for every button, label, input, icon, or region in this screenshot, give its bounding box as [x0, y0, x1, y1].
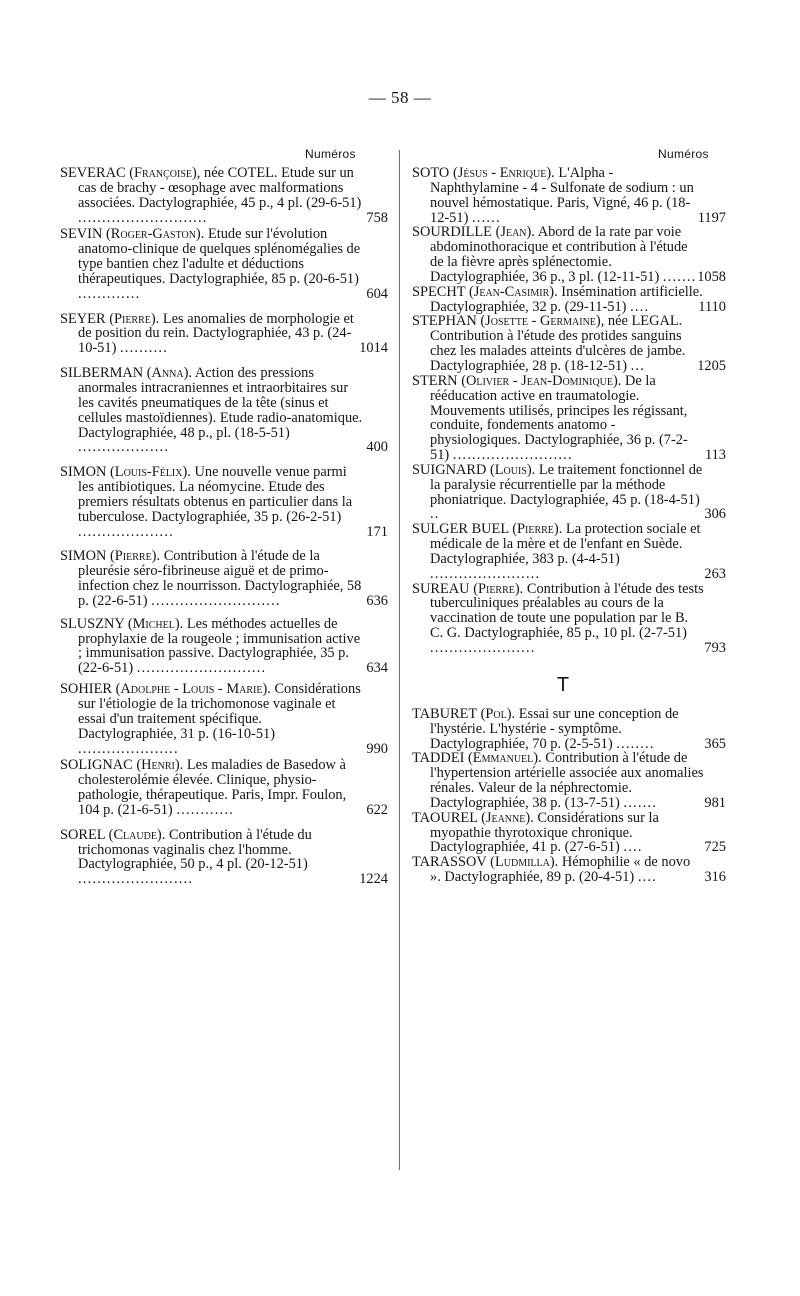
entry-number: 1110 [698, 298, 726, 315]
entry-leader-dots: ....... [662, 268, 697, 285]
entry-given-name: (Jésus - Enrique). [452, 165, 555, 181]
entry-description: Les maladies de Basedow à cholesterolémie élevée. Clinique, physio-pathologie, thérapeutique. Paris, Impr. Foulon, 104 p. (21-6-51) [78, 757, 347, 818]
entry-leader-dots: ....................... [430, 565, 541, 582]
entry-surname: STEPHAN [412, 313, 477, 330]
list-item [412, 283, 726, 315]
entry-number: 636 [366, 592, 388, 609]
entry-given-name: (Henri). [136, 757, 184, 774]
entry-leader-dots: .... [630, 298, 650, 315]
entry-description: Considérations sur l'étiologie de la trichomonose vaginale et essai d'un traitement spécifique. Dactylographiée, 31 p. (16-10-51) [78, 681, 361, 742]
left-column [60, 165, 388, 888]
column-header-left: Numéros [305, 147, 356, 161]
entry-given-name: (Adolphe - Louis - Marie). [115, 681, 271, 698]
entry-leader-dots: .... [623, 839, 643, 856]
list-item [60, 826, 388, 888]
entry-surname: SEYER [60, 310, 106, 327]
list-item [412, 224, 726, 285]
entry-description: L'Alpha - Naphthylamine - 4 - Sulfonate de sodium : un nouvel hémostatique. Paris, Vigné, 46 p. (18-12-51) [430, 165, 694, 226]
entry-given-name: (Anna). [146, 365, 193, 382]
entry-number: 316 [704, 869, 726, 886]
entry-surname: SOHIER [60, 681, 112, 698]
entry-given-name: (Pol). [480, 705, 516, 722]
list-item [412, 854, 726, 886]
entry-surname: SEVIN [60, 226, 103, 243]
entry-description: Insémination artificielle. Dactylographiée, 32 p. (29-11-51) [430, 283, 703, 315]
entry-leader-dots: ..................... [78, 740, 179, 757]
entry-number: 604 [366, 285, 388, 302]
list-item [412, 809, 726, 856]
entry-given-name: (Michel). [127, 615, 184, 632]
entry-description: Contribution à l'étude de la pleurésie séro-fibrineuse aiguë et de primo-infection chez le nourrisson. Dactylographiée, 58 p. (22-6-51) [78, 548, 362, 609]
entry-number: 1014 [359, 340, 388, 357]
entry-number: 306 [704, 506, 726, 523]
entry-leader-dots: ...... [471, 209, 501, 226]
entry-given-name: (Olivier - Jean-Dominique). [461, 372, 622, 389]
entry-surname: SOLIGNAC [60, 757, 133, 774]
entry-surname: SILBERMAN [60, 365, 144, 382]
entry-leader-dots: ............. [78, 285, 141, 302]
entry-description: Les méthodes actuelles de prophylaxie de la rougeole ; immunisation active ; immunisation passive. Dactylographiée, 35 p. (22-6-51) [78, 615, 361, 677]
entry-description: Contribution à l'étude du trichomonas vaginalis chez l'homme. Dactylographiée, 50 p., 4 pl. (20-12-51) [78, 826, 312, 873]
entry-number: 365 [704, 735, 726, 752]
entry-number: 634 [366, 660, 388, 677]
entry-description: Etude sur l'évolution anatomo-clinique de quelques splénomégalies de type bantien chez l'adulte et déductions thérapeutiques. Dactylographiée, 85 p. (20-6-51) [78, 226, 361, 287]
entry-number: 1058 [697, 268, 726, 285]
list-item [60, 615, 388, 677]
entry-given-name: (Louis). [489, 461, 536, 478]
entry-description: née COTEL. Etude sur un cas de brachy - œsophage avec malformations associées. Dactylographiée, 45 p., 4 pl. (29-6-51) [78, 165, 362, 211]
entry-surname: SOURDILLE [412, 224, 492, 241]
entry-description: Les anomalies de morphologie et de position du rein. Dactylographiée, 43 p. (24-10-51) [78, 310, 354, 357]
entry-given-name: (Louis-Félix). [110, 464, 191, 481]
list-item [60, 548, 388, 609]
entry-given-name: (Claude). [108, 826, 166, 843]
entry-description: née LEGAL. Contribution à l'étude des protides sanguins chez les malades atteints d'ulcères de jambe. Dactylographiée, 28 p. (18-12-51) [430, 313, 686, 374]
entry-description: Une nouvelle venue parmi les antibiotiques. La néomycine. Etude des premiers résultats obtenus en particulier dans la tuberculose. Dactylographiée, 35 p. (26-2-51) [78, 464, 353, 525]
entry-surname: SUREAU [412, 580, 470, 597]
list-item [60, 310, 388, 357]
entry-surname: SOREL [60, 826, 106, 843]
entry-leader-dots: ...................... [430, 640, 536, 656]
entry-given-name: (Ludmilla). [490, 854, 559, 871]
entry-leader-dots: ........ [616, 735, 655, 752]
entry-given-name: (Jeanne). [481, 809, 534, 826]
entry-description: Le traitement fonctionnel de la paralysie récurrentielle par la méthode phoniatrique. Dactylographiée, 45 p. (18-4-51) [430, 461, 703, 508]
entry-leader-dots: ........................ [78, 871, 194, 888]
entry-given-name: (Emmanuel). [468, 750, 542, 767]
entry-leader-dots: ......................... [452, 447, 573, 464]
entry-surname: SLUSZNY [60, 615, 125, 632]
entry-leader-dots: .................... [78, 523, 174, 540]
entry-surname: TABURET [412, 705, 477, 722]
list-item [60, 757, 388, 818]
entry-number: 113 [704, 447, 726, 464]
entry-given-name: (Josette - Germaine), [480, 313, 605, 330]
entry-number: 1224 [359, 871, 388, 888]
list-item [60, 226, 388, 302]
entry-leader-dots: .. [430, 506, 440, 523]
entry-number: 171 [366, 523, 388, 540]
entry-given-name: (Jean-Casimir). [468, 283, 558, 300]
entry-description: Abord de la rate par voie abdominothoracique et contribution à l'étude de la fièvre après splénectomie. Dactylographiée, 36 p., 3 pl. (12-11-51) [430, 224, 688, 285]
list-item [412, 165, 726, 226]
entry-description: Considérations sur la myopathie thyrotoxique chronique. Dactylographiée, 41 p. (27-6-51) [430, 809, 659, 856]
list-item [412, 705, 726, 752]
entry-given-name: (Françoise), [129, 165, 201, 181]
list-item [412, 521, 726, 582]
entry-surname: SIMON [60, 548, 107, 565]
entry-description: Contribution à l'étude de l'hypertension artérielle associée aux anomalies rénales. Valeur de la néphrectomie. Dactylographiée, 38 p. (13-7-51) [430, 750, 704, 811]
entry-description: Hémophilie « de novo ». Dactylographiée, 89 p. (20-4-51) [430, 854, 691, 886]
entry-description: Contribution à l'étude des tests tuberculiniques préalables au cours de la vaccination de toute une population par le B. C. G. Dactylographiée, 85 p., 10 pl. (2-7-51) [430, 580, 704, 642]
list-item [412, 461, 726, 523]
entry-surname: STERN [412, 372, 458, 389]
entry-number: 981 [704, 794, 726, 811]
entry-number: 725 [704, 839, 726, 856]
entry-number: 622 [366, 801, 388, 818]
list-item [60, 165, 388, 226]
entry-surname: TAOUREL [412, 809, 478, 826]
entry-number: 400 [366, 439, 388, 456]
entry-given-name: (Pierre). [473, 580, 524, 597]
page-number: — 58 — [368, 88, 432, 107]
entry-number: 990 [366, 740, 388, 757]
entry-leader-dots: ........................... [151, 592, 281, 609]
entry-number: 1197 [697, 209, 726, 226]
entry-surname: SOTO [412, 165, 450, 181]
list-item [60, 365, 388, 456]
entry-leader-dots: ... [630, 357, 646, 374]
entry-number: 263 [704, 565, 726, 582]
entry-number: 793 [704, 640, 726, 656]
entry-surname: TADDEI [412, 750, 465, 767]
entry-given-name: (Pierre). [110, 548, 161, 565]
entry-description: De la rééducation active en traumatologie. Mouvements utilisés, principes les régissant, conduite, fondements anatomo - physiologiques. Dactylographiée, 36 p. (7-2-51) [430, 372, 688, 464]
entry-surname: SEVERAC [60, 165, 126, 181]
list-item [60, 464, 388, 540]
entry-given-name: (Jean). [495, 224, 535, 241]
entry-surname: TARASSOV [412, 854, 487, 871]
list-item [412, 313, 726, 374]
list-item [412, 750, 726, 811]
entry-given-name: (Pierre). [109, 310, 160, 327]
list-item [60, 681, 388, 757]
entry-description: Action des pressions anormales intracraniennes et intraorbitaires sur les cavités pneumatiques de la tête (sinus et cellules mastoïdiennes). Etude radio-anatomique. Dactylographiée, 48 p., pl. (18-5-51) [78, 365, 363, 441]
right-column [412, 165, 726, 886]
entry-number: 1205 [697, 357, 726, 374]
entry-surname: SUIGNARD [412, 461, 487, 478]
entry-surname: SULGER BUEL [412, 521, 509, 538]
entry-leader-dots: ................... [78, 439, 170, 456]
entry-leader-dots: ....... [623, 794, 658, 811]
entry-surname: SIMON [60, 464, 107, 481]
entry-given-name: (Pierre). [512, 521, 563, 538]
entry-leader-dots: ............ [176, 801, 234, 818]
entry-given-name: (Roger-Gaston). [105, 226, 205, 243]
entry-number: 758 [366, 209, 388, 226]
entry-leader-dots: .......... [119, 340, 168, 357]
entry-description: Essai sur une conception de l'hystérie. L'hystérie - symptôme. Dactylographiée, 70 p. (2-5-51) [430, 705, 679, 752]
entry-leader-dots: ........................... [136, 660, 267, 677]
list-item [412, 580, 726, 656]
column-divider [399, 150, 400, 1170]
entry-leader-dots: .... [637, 869, 658, 886]
column-header-right: Numéros [658, 147, 709, 161]
entry-surname: SPECHT [412, 283, 466, 300]
list-item [412, 372, 726, 464]
entry-leader-dots: ........................... [78, 209, 208, 226]
section-letter-heading: T [556, 673, 570, 696]
entry-description: La protection sociale et médicale de la mère et de l'enfant en Suède. Dactylographiée, 383 p. (4-4-51) [430, 521, 701, 567]
